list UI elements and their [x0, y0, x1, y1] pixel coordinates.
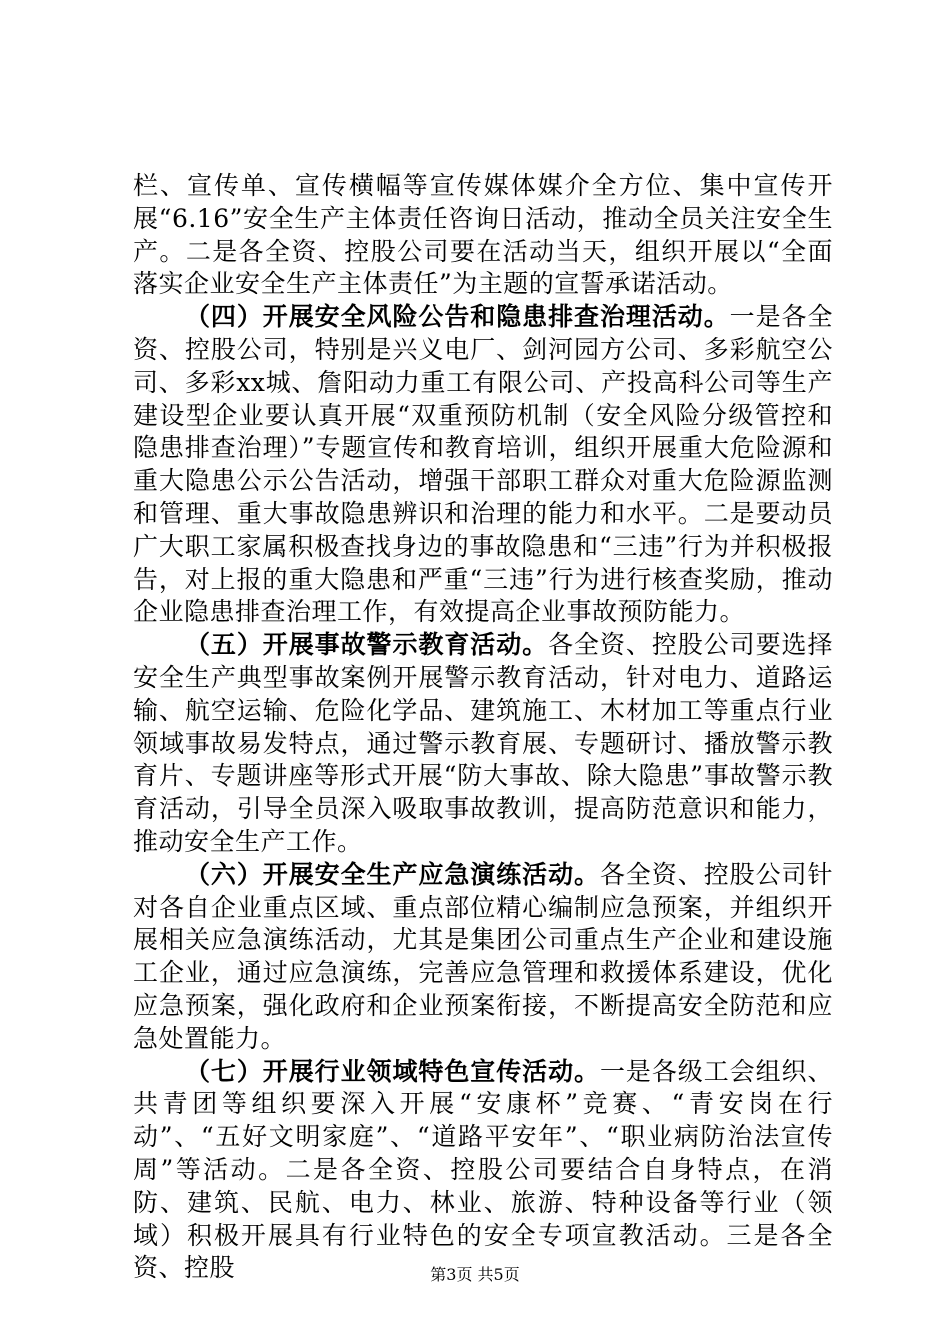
paragraph-continuation	[133, 170, 833, 301]
paragraph-text: 一是各全资、控股公司，特别是兴义电厂、剑河园方公司、多彩航空公司、多彩xx城、詹阳动力重工有限公司、产投高科公司等生产建设型企业要认真开展“双重预防机制（安全风险分级管控和隐患排查治理）”专题宣传和教育培训，组织开展重大危险源和重大隐患公示公告活动，增强干部职工群众对重大危险源监测和管理、重大事故隐患辨识和治理的能力和水平。二是要动员广大职工家属积极查找身边的事故隐患和“三违”行为并积极报告，对上报的重大隐患和严重“三违”行为进行核查奖励，推动企业隐患排查治理工作，有效提高企业事故预防能力。	[133, 302, 833, 627]
paragraph-text: 各全资、控股公司要选择安全生产典型事故案例开展警示教育活动，针对电力、道路运输、航空运输、危险化学品、建筑施工、木材加工等重点行业领域事故易发特点，通过警示教育展、专题研讨、播放警示教育片、专题讲座等形式开展“防大事故、除大隐患”事故警示教育活动，引导全员深入吸取事故教训，提高防范意识和能力，推动安全生产工作。	[133, 630, 833, 856]
paragraph-risk-announcement	[133, 301, 833, 629]
section-heading-7: （七）开展行业领域特色宣传活动。	[185, 1056, 600, 1086]
section-heading-4: （四）开展安全风险公告和隐患排查治理活动。	[185, 302, 730, 332]
section-heading-6: （六）开展安全生产应急演练活动。	[185, 859, 600, 889]
paragraph-text: 栏、宣传单、宣传横幅等宣传媒体媒介全方位、集中宣传开展“6.16”安全生产主体责任咨询日活动，推动全员关注安全生产。二是各全资、控股公司要在活动当天，组织开展以“全面落实企业安全生产主体责任”为主题的宣誓承诺活动。	[133, 171, 833, 299]
page-number-footer: 第3页 共5页	[430, 1265, 520, 1284]
paragraph-emergency-drill	[133, 859, 833, 1056]
paragraph-text: 一是各级工会组织、共青团等组织要深入开展“安康杯”竞赛、“青安岗在行动”、“五好文明家庭”、“道路平安年”、“职业病防治法宣传周”等活动。二是各全资、控股公司要结合自身特点，在消防、建筑、民航、电力、林业、旅游、特种设备等行业（领域）积极开展具有行业特色的安全专项宣教活动。三是各全资、控股	[133, 1056, 833, 1283]
section-heading-5: （五）开展事故警示教育活动。	[185, 630, 549, 660]
paragraph-text: 各全资、控股公司针对各自企业重点区域、重点部位精心编制应急预案，并组织开展相关应急演练活动，尤其是集团公司重点生产企业和建设施工企业，通过应急演练，完善应急管理和救援体系建设，优化应急预案，强化政府和企业预案衔接，不断提高安全防范和应急处置能力。	[133, 859, 833, 1053]
document-body	[133, 170, 833, 1285]
paragraph-industry-publicity	[133, 1056, 833, 1286]
paragraph-accident-warning	[133, 629, 833, 859]
